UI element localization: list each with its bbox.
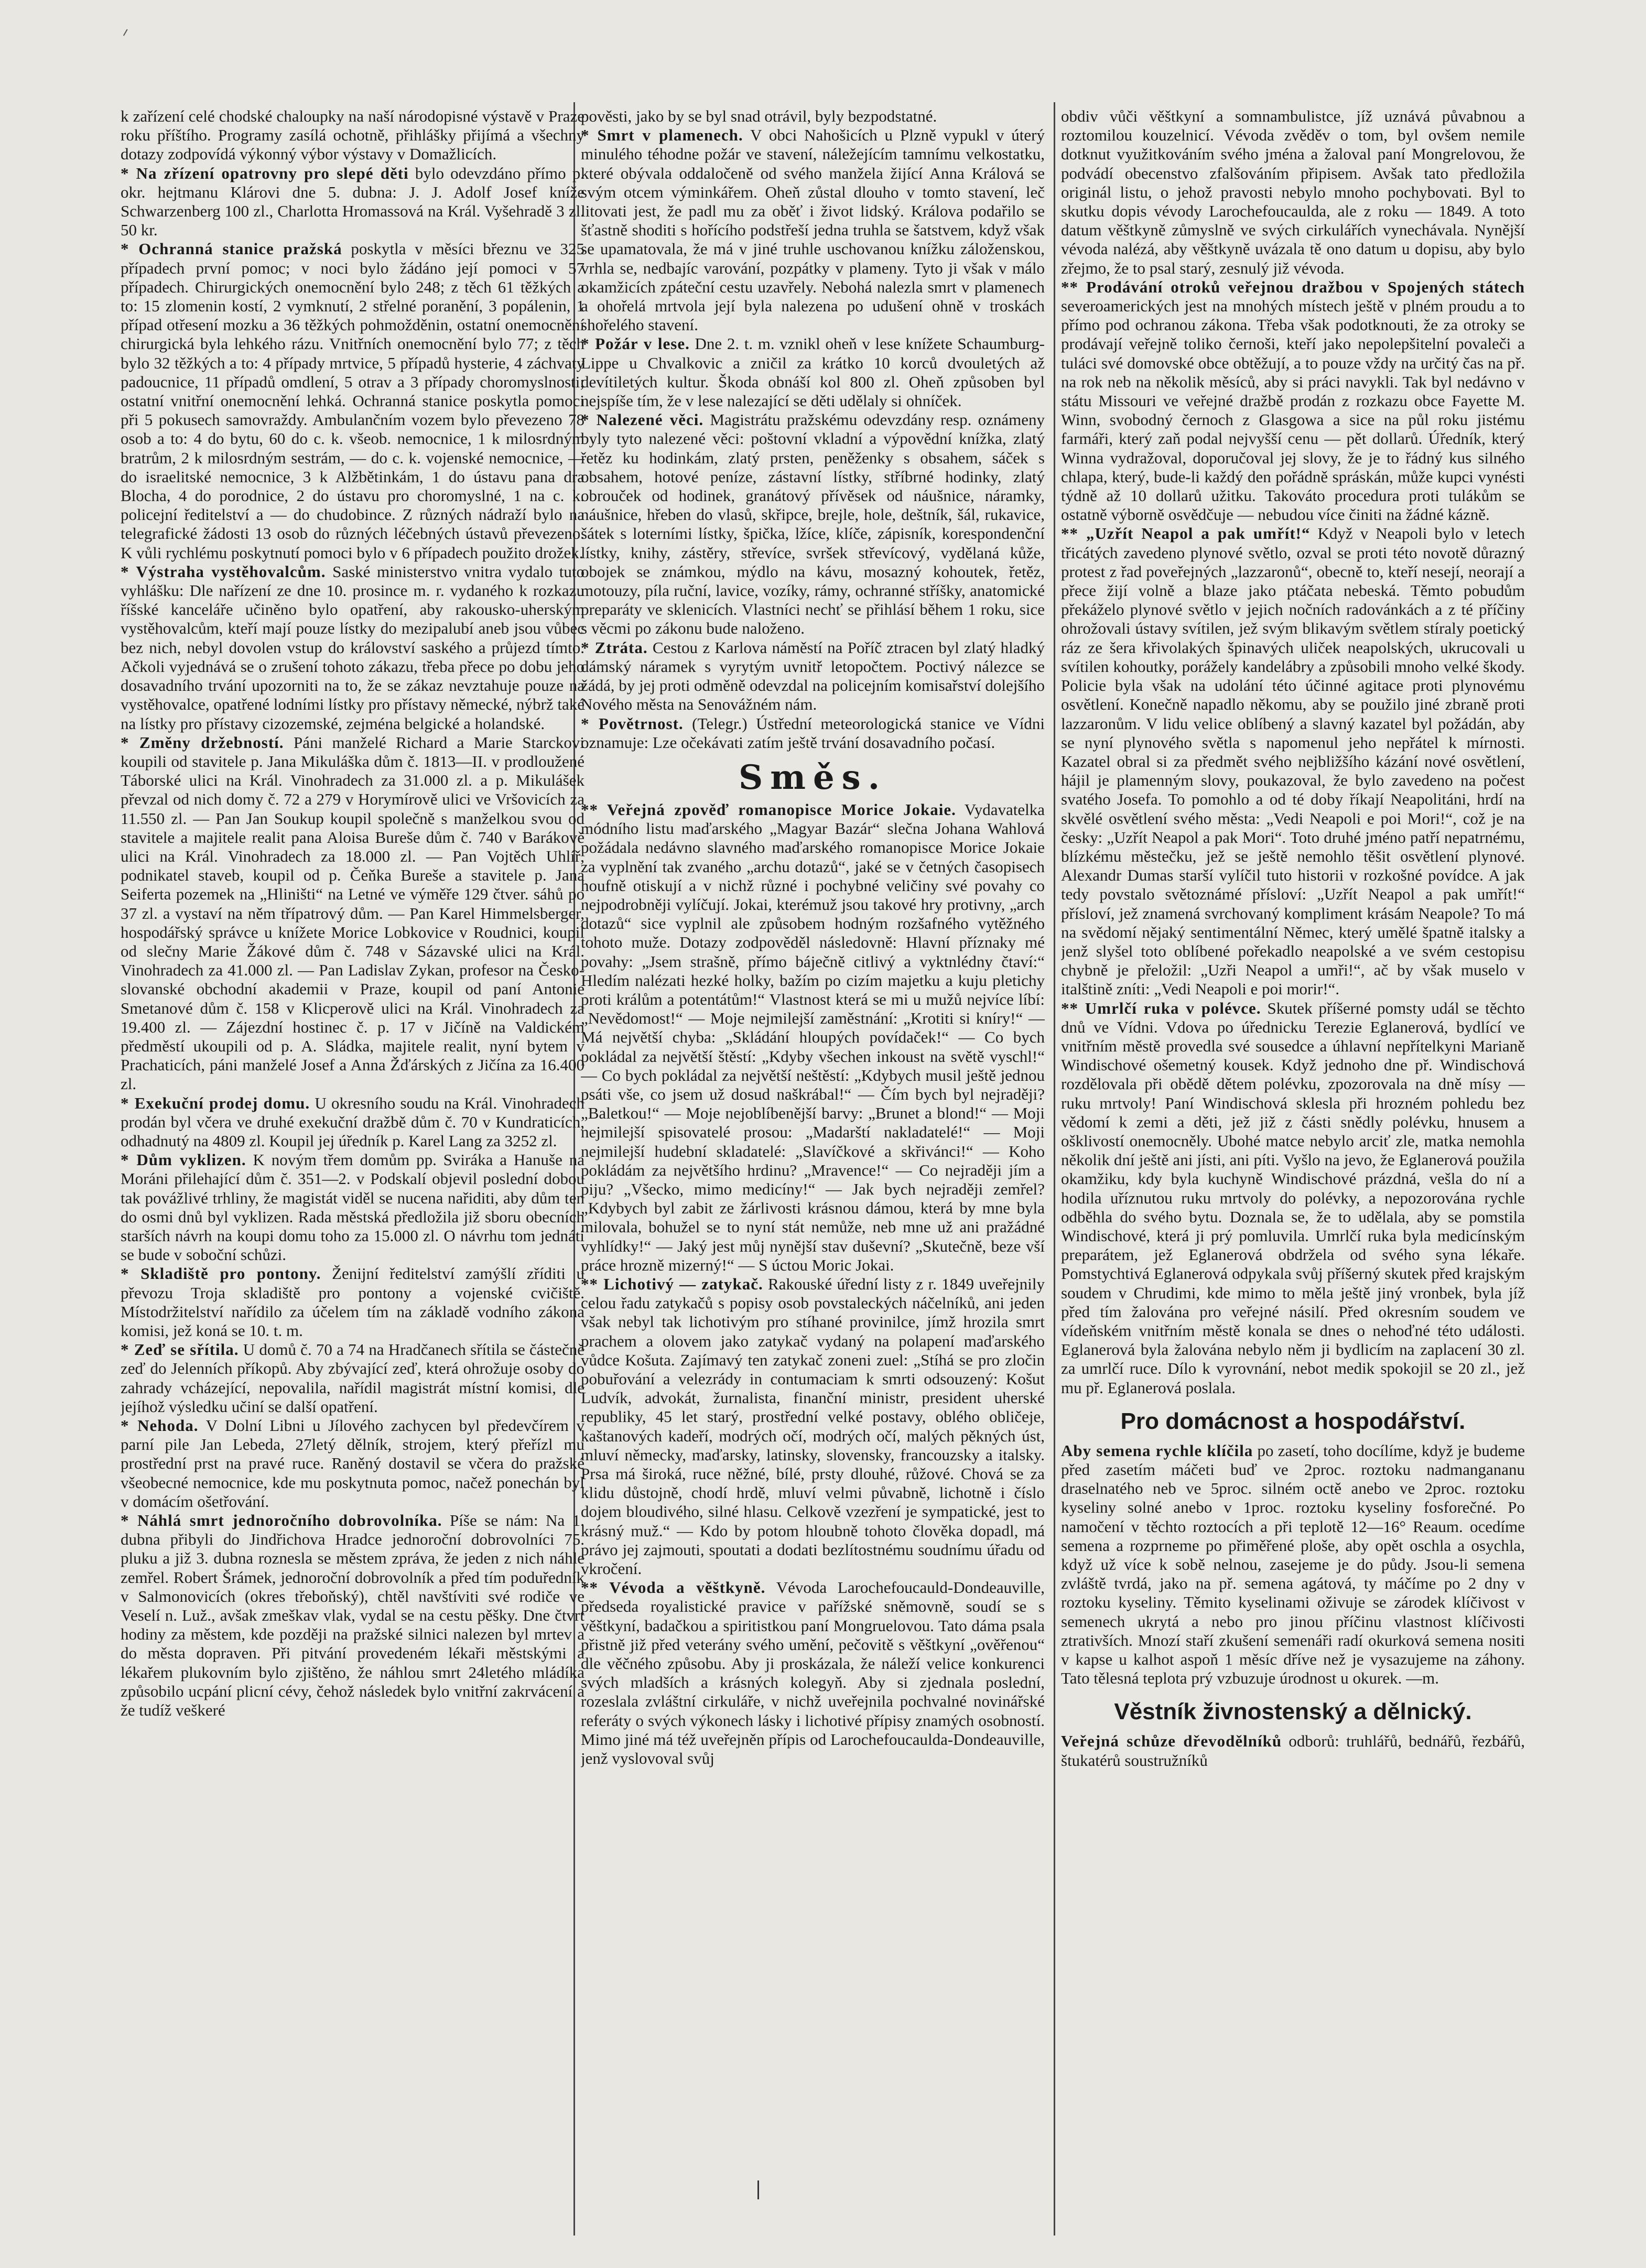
article-headline: * Smrt v plamenech. <box>581 126 743 145</box>
column-1 <box>121 107 584 2235</box>
article-body: severoamerických jest na mnohých místech ještě v plném proudu a to přímo pod ochranou zákona. Třeba však podotknouti, že za otroky se prodávají veřejně toliko černoši, kteří jako nepolepšitelní povaleči a tuláci své domovské obce obtěžují, a to pouze vždy na určitý čas na př. na rok neb na několik měsíců, aby si práci navykli. Tak byl nedávno v státu Missouri ve veřejné dražbě prodán z rozkazu obce Fayette M. Winn, svobodný černoch z Glasgowa a sice na půl roku jistému farmáři, který zaň podal nejvyšší cenu — pět dollarů. Úředník, který Winna vydražoval, doporučoval jej slovy, že je to řádný kus silného chlapa, který, bude-li každý den pořádně spráskán, může kupci vynésti týdně až 10 dollarů užitku. Takováto procedura proti tulákům se ostatně výborně osvědčuje — nebudou více činiti na žádné kázně. <box>1061 297 1525 524</box>
column-3 <box>1061 107 1525 2235</box>
article-body: bylo odevzdáno přímo p. okr. hejtmanu Klárovi dne 5. dubna: J. J. Adolf Josef kníže Schwarzenberg 100 zl., Charlotta Hromassová na Král. Vyšehradě 3 zl. 50 kr. <box>121 164 584 240</box>
page-mark <box>757 2180 759 2199</box>
article-paragraph <box>121 240 584 562</box>
article-paragraph <box>581 1275 1045 1578</box>
article-paragraph <box>581 107 1045 126</box>
article-paragraph <box>581 410 1045 638</box>
article-body: poskytla v měsíci březnu ve 325 případech první pomoc; v noci bylo žádáno její pomoci v 57 případech. Chirurgických onemocnění bylo 248; z těch 61 těžkých a to: 15 zlomenin kostí, 2 vymknutí, 2 střelné poranění, 3 popálenin, 1 případ otřesení mozku a 36 těžkých pohmožděnin, ostatní onemocnění chirurgická byla lehkého rázu. Vnitřních onemocnění bylo 77; z těch bylo 32 těžkých a to: 4 případy mrtvice, 5 případů hysterie, 4 záchvaty padoucnice, 11 případů omdlení, 5 otrav a 3 případy choromyslnosti; ostatní vnitřní onemocnění lehká. Ochranná stanice poskytla pomoci při 5 pokusech samovraždy. Ambulančním vozem bylo převezeno 78 osob a to: 4 do bytu, 60 do c. k. všeob. nemocnice, 1 k milosrdným bratrům, 2 k milosrdným sestrám, — do c. k. vojenské nemocnice, — do israelitské nemocnice, 3 k Alžbětinkám, 1 do ústavu pana dra Blocha, 4 do porodnice, 2 do ústavu pro choromyslné, 1 na c. k. policejní ředitelství a — do chudobince. Z různých nádraží bylo na telegrafické žádosti 13 osob do různých léčebných ústavů převezeno. K vůli rychlému poskytnutí pomoci bylo v 6 případech použito drožek. <box>121 240 584 562</box>
article-paragraph <box>121 562 584 733</box>
article-paragraph <box>1061 999 1525 1397</box>
article-body: Rakouské úřední listy z r. 1849 uveřejnily celou řadu zatykačů s popisy osob povstaleckých náčelníků, ani jeden však nebyl tak lichotivým pro stíhané provinilce, jímž hrozila smrt prachem a olovem jako zatykač vydaný na polapení maďarského vůdce Košuta. Zajímavý ten zatykač zoneni zuel: „Stíhá se pro zločin pobuřování a velezrády in contumaciam k smrti odsouzený: Košut Ludvík, advokát, žurnalista, finanční ministr, president uherské republiky, 45 let starý, prostřední velké postavy, oblého obličeje, kaštanových kadeří, modrých očí, modrých očí, malých pěkných úst, mluví německy, maďarsky, latinsky, slovensky, francouzsky a italsky. Prsa má široká, ruce něžné, bílé, prsty dlouhé, růžové. Chová se za klidu důstojně, chodí hrdě, mluví velmi půvabně, lichotně i číslo dojem bloudivého, silné hlasu. Celkově vzezření je sympatické, jest to krásný muž.“ — Kdo by potom hloubně tohoto člověka dopadl, má právo jej zajmouti, spoutati a dodati bezlítostnému soudnímu úřadu od vkročení. <box>581 1274 1045 1578</box>
article-body: Skutek příšerné pomsty udál se těchto dnů ve Vídni. Vdova po úřednicku Terezie Eglanerová, bydlící ve vnitřním městě provedla své sousedce a úhlavní nepřítelkyni Marianě Windischové ošemetný kousek. Když jednoho dne př. Windischová rozdělovala při obědě dětem polévku, zpozorovala na dně mísy — ruku mrtvoly! Paní Windischová skleslа při hrozném pohledu bez vědomí k zemi a děti, jež již z části snědly polévku, hnusem a ošklivostí onemocněly. Ubohé matce nebylo arciť zle, matka nemohla několik dní ještě ani jísti, ani píti. Vyšlo na jevo, že Eglanerová použila okamžiku, kdy byla kuchyně Windischové prázdná, vešla do ní a hodila uříznutou ruku mrtvoly do polévky, a nepozorována rychle odběhla do svého bytu. Doznala se, že to udělala, aby se pomstila Windischové, která ji prý pomluvila. Umrlčí ruka byla medicínským preparátem, jež Eglanerová obdržela od svého syna lékaře. Pomstychtivá Eglanerová odpykala svůj příšerný skutek před krajským soudem v Chrudimi, kde mimo to měla ještě jiný vronbek, byla jíž před tím žalována pro veřejné násilí. Před okresním soudem ve vídeňském vnitřním městě konala se dnes o nehoďné této události. Eglanerová byla žalována nebylo něm ji bydlicím na zaplacení 30 zl. za umrlčí ruce. Dílo k vyrovnání, nebot medik spokojil se 20 zl., jež mu př. Eglanerová poslala. <box>1061 999 1525 1397</box>
article-headline: ** Veřejná zpověď romanopisce Morice Jokaie. <box>581 800 956 819</box>
article-headline: * Zeď se sřítila. <box>121 1340 239 1359</box>
article-body: V obci Nahošicích u Plzně vypukl v úterý minulého téhodne požár ve stavení, náležejícím tamnímu velkostatku, které obývala oddaločeně od svého manžela žijící Anna Králová se svým otcem výminkářem. Oheň zůstal dlouho v tomto stavení, leč litovati jest, že padl mu za oběť i život lidský. Králova podařilo se šťastně shoditi s hořícího podstřeší jedna truhla se šatstvem, když však se upamatovala, že má v jiné truhle uschovanou knížku záloženskou, vrhla se, nedbajíc varování, pozpátky v plameny. Tyto ji však v málo okamžicích zpáteční cestu uzavřely. Nebohá nalezla smrt v plamenech a ohořelá mrtvola její byla nalezena po udušení ohně v troskách shořelého stavení. <box>581 126 1045 334</box>
section-heading: Věstník živnostenský a dělnický. <box>1114 1699 1472 1725</box>
article-body: po zasetí, toho docílíme, když je budeme před zasetím máčeti buď ve 2proc. roztoku nadmangananu draselnatého neb ve 5proc. silném octě anebo ve 2proc. roztoku kyseliny solné anebo v 1proc. roztoku kyseliny fosforečné. Po namočení v těchto roztocích a při teplotě 12—16° Reaum. ocedíme semena a rozprneme po přiměřené ploše, aby opět oschla a osychla, když už více k sobě nelnou, zasejeme je do půdy. Jsou-li semena zvláště tvrdá, jako na př. semena agátová, ty máčíme po 2 dny v roztoku kyseliny. Těmito kyselinami oživuje se zárodek klíčivost v semenech ukrytá a nebo pro jinou příčinu vlastnost klíčivosti ztrativších. Mnozí staří zkušení semenáři radí okurková semena nositi v kapse u kalhot aspoň 1 měsíc dříve než je vysazujeme na záhony. Tato tělesná teplota prý vzbuzuje úrodnost u okurek. —m. <box>1061 1441 1525 1688</box>
column-2 <box>581 107 1045 2235</box>
article-headline: * Skladiště pro pontony. <box>121 1264 321 1283</box>
article-body: Vydavatelka módního listu maďarského „Magyar Bazár“ slečna Johana Wahlová požádala nedávno slavného maďarského romanopisce Morice Jokaie za vyplnění tak zvaného „archu dotazů“, jaké se v četných časopisech houfně otiskují a v nichž různé i pochybné veličiny své povahy co nejpodrobněji vylíčují. Jokai, kterémuž jsou takové hry protivny, „arch dotazů“ sice vyplnil ale způsobem hodným rozšafného vytěžného tohoto muže. Dotazy zodpověděl následovně: Hlavní příznaky mé povahy: „Jsem strašně, přímo báječně citlivý a vyktnlédny čtaví:“ Hledím nalézati hezké holky, bažím po cizím majetku a kuju pletichy proti králům a potentátům!“ Vlastnost která se mi u mužů nejvíce líbí: „Nevědomost!“ — Moje nejmilejší zaměstnání: „Krotiti si kníry!“ — Má největší chyba: „Skládání hloupých povídaček!“ — Co bych pokládal za největší štěstí: „Kdyby všechen inkoust na světě vyschl!“ — Co bych pokládal za největší neštěstí: „Kdybych musil ještě jednou psáti vše, co jsem už dosud naškrábal!“ — Čím bych byl nejraději? „Baletkou!“ — Moje nejoblíbenější barvy: „Brunet a blond!“ — Moji nejmilejší spisovatelé prosou: „Madarští nakladatelé!“ — Moji nejmilejší hudební skladatelé: „Slavíčkové a skřivánci!“ — Koho pokládám za největšího hrdinu? „Mravence!“ — Co nejraději jím a piju? „Všecko, mimo medicíny!“ — Jak bych nejraději zemřel? „Kdybych byl zabit ze žárlivosti krásnou dámou, která by mne byla milovala, bohužel se to nyní stát nemůže, neb mne už ani pražádné vyhlídky!“ — Jaký jest můj nynější stav duševní? „Skutečně, beze vší práce hrozně mizerný!“ — S úctou Moric Jokai. <box>581 800 1045 1274</box>
article-headline: * Na zřízení opatrovny pro slepé děti <box>121 164 409 182</box>
article-paragraph <box>121 107 584 164</box>
article-paragraph <box>1061 1732 1525 1770</box>
article-headline: * Nalezené věci. <box>581 410 704 429</box>
article-paragraph <box>121 164 584 240</box>
article-headline: * Nehoda. <box>121 1416 199 1435</box>
article-headline: Aby semena rychle klíčila <box>1061 1441 1253 1460</box>
article-body: Cestou z Karlova náměstí na Poříč ztracen byl zlatý hladký dámský náramek s vyrytým uvnitř letopočtem. Poctivý nálezce se žádá, by jej proti odměně odevzdal na policejním komisařství dolejšího Nového města na Senovážném nám. <box>581 638 1045 714</box>
section-heading: Pro domácnost a hospodářství. <box>1120 1408 1466 1434</box>
article-paragraph <box>121 1151 584 1264</box>
article-paragraph <box>121 733 584 1094</box>
article-paragraph <box>581 1578 1045 1768</box>
article-headline: * Exekuční prodej domu. <box>121 1093 310 1112</box>
article-paragraph <box>1061 1441 1525 1688</box>
article-paragraph <box>121 1416 584 1511</box>
article-headline: * Ochranná stanice pražská <box>121 240 342 258</box>
article-headline: * Změny držebností. <box>121 733 284 752</box>
column-rule <box>1054 102 1055 2236</box>
article-paragraph <box>121 1340 584 1416</box>
article-body: obdiv vůči věštkyní a somnambulistce, jíž uznává půvabnou a roztomilou kouzelnicí. Vévoda zvěděv o tom, byl ovšem nemile dotknut využitkováním svého jména a žaloval paní Mongrelovou, že podvádí obecenstvo zfalšováním připisem. Avšak tato předložila originál listu, o jehož pravosti nebylo mnoho pochybovati. Byl to skutku dopis vévody Larochefoucaulda, ale z roku — 1849. A toto datum věštkyně zůmyslně ve svých cirkulářích vynechávala. Nynější vévoda nalézá, aby věštkyně uvázala tě ono datum u dopisu, aby bylo zřejmo, že to psal starý, zesnulý již vévoda. <box>1061 107 1525 277</box>
article-paragraph <box>121 1094 584 1151</box>
article-headline: ** Prodávání otroků veřejnou dražbou v Spojených státech <box>1061 277 1525 296</box>
article-headline: * Náhlá smrt jednoročního dobrovolníka. <box>121 1511 442 1530</box>
section-title: Směs. <box>739 757 887 797</box>
article-body: Píše se nám: Na 1. dubna přibyli do Jindřichova Hradce jednoroční dobrovolníci 75. pluku a již 3. dubna rozneslа se městem zpráva, že jeden z nich náhle zemřel. Robert Šrámek, jednoroční dobrovolník a před tím poduředník v Salmonovicích (okres třeboňský), chtěl navštíviti své rodiče ve Veselí n. Luž., avšak zmeškav vlak, vydal se na cestu pěšky. Dne čtvrt hodiny za městem, kde později na pražské silnici nalezen byl mrtev a do města dopraven. Při pitvání provedeném lékaři městskými a lékařem plukovním bylo zjištěno, že náhlou smrt 24letého mládíka způsobilo ucpání plicní cévy, čehož následek bylo vnitřní zakrvácení a že tudíž veškeré <box>121 1511 584 1720</box>
pencil-mark <box>123 29 129 37</box>
article-body: (Telegr.) Ústřední meteorologická stanice ve Vídni oznamuje: Lze očekávati zatím ještě trvání dosavadního počasí. <box>581 714 1045 752</box>
article-body: Dne 2. t. m. vznikl oheň v lese knížete Schaumburg-Lippe u Chvalkovic a zničil za krátko 10 korců dvouletých až devítiletých kultur. Škoda obnáší kol 800 zl. Oheň způsoben byl nejspíše tím, že v lese nalezající se děti udělaly si ohníček. <box>581 334 1045 410</box>
article-body: Magistrátu pražskému odevzdány resp. oznámeny byly tyto nalezené věci: poštovní vkladní a výpovědní knížka, zlatý řetěz ku hodinkám, zlatý prsten, peněženky s obsahem, sáček s obsahem, hotové peníze, zástavní lístky, stříbrné hodinky, zlatý obrouček od hodinek, granátový přívěsek od náušnice, náramky, náušnice, hřeben do vlasů, skřipce, brejle, hole, deštník, šál, rukavice, šátek s loterními lístky, špička, lžíce, klíče, zápisník, korespondenční lístky, knihy, zástěry, střevíce, svršek střevícový, vydělaná kůže, obojek se známkou, mýdlo na kávu, mosazný kohoutek, řetěz, motouzy, píla ruční, lavice, vozíky, rámy, ochranné stříšky, anatomické preparáty ve sklenicích. Vlastníci nechť se přihlásí během 1 roku, sice s věcmi po zákonu bude naloženo. <box>581 410 1045 638</box>
article-body: Vévoda Larochefoucauld-Dondeauville, předseda royalistické pravice v pařížské sněmovně, soudí se s věštkyní, badačkou a spiritistkou paní Mongruelovou. Tato dáma psala přistně již před veterány svého umění, pečovitě s věštkyní „ověřenou“ dle věčného způsobu. Aby ji proskázala, že náleží velice konkurenci svých mladších a krásných kolegyň. Aby si zjednala poslední, rozeslala zvláštní cirkuláře, v nichž uveřejnila pochvalné novinářské referáty o svých výkonech lásky i lichotivé přípisy znamých osobností. Mimo jiné má též uveřejněn přípis od Larochefoucaulda-Dondeauville, jenž vyslovoval svůj <box>581 1578 1045 1768</box>
article-body: odborů: truhlářů, bednářů, řezbářů, štukatérů soustružníků <box>1061 1732 1525 1770</box>
article-paragraph <box>581 800 1045 1275</box>
article-paragraph <box>581 638 1045 714</box>
article-body: U okresního soudu na Král. Vinohradech prodán byl včera ve druhé exekuční dražbě dům č. 70 v Kundraticích, odhadnutý na 4809 zl. Koupil jej úředník p. Karel Lang za 3252 zl. <box>121 1093 584 1150</box>
article-paragraph <box>581 126 1045 334</box>
article-body: K novým třem domům pp. Sviráka a Hanuše na Moráni přilehající dům č. 351—2. v Podskalí objevil poslední dobou tak povážlivé trhliny, že magistát viděl se nucena nařiditi, aby dům ten do osmi dnů byl vyklizen. Rada městská předložila již sboru obecních starších návrh na koupi domu toho za 15.000 zl. O návrhu tom jednáti se bude v soboční schůzi. <box>121 1151 584 1264</box>
article-headline: ** Umrlčí ruka v polévce. <box>1061 999 1261 1017</box>
article-body: V Dolní Libni u Jílového zachycen byl předevčírem v parní pile Jan Lebeda, 27letý dělník, strojem, který přeřízl mu prostřední prst na pravé ruce. Raněný dostavil se včera do pražské všeobecné nemocnice, kde mu poskytnuta pomoc, načež ponechán byl v domácím ošetřování. <box>121 1416 584 1511</box>
article-headline: * Dům vyklizen. <box>121 1151 246 1169</box>
article-headline: * Povětrnost. <box>581 714 684 733</box>
article-paragraph <box>581 334 1045 410</box>
article-paragraph <box>1061 278 1525 525</box>
article-paragraph <box>581 714 1045 752</box>
article-body: Ženijní ředitelství zamýšlí zříditi u převozu Troja skladiště pro pontony a vojenské cvičiště. Místodržitelství nařídilo za účelem tím na základě vodního zákona komisi, jež koná se 10. t. m. <box>121 1264 584 1340</box>
article-paragraph <box>121 1511 584 1720</box>
article-headline: ** Lichotivý — zatykač. <box>581 1274 763 1293</box>
article-headline: ** „Uzřít Neapol a pak umřít!“ <box>1061 524 1311 543</box>
article-body: pověsti, jako by se byl snad otrávil, byly bezpodstatné. <box>581 107 937 125</box>
article-body: Když v Neapoli bylo v letech třicátých zavedeno plynové světlo, ozval se proti této novotě důrazný protest z řad poveřejných „lazzaronů“, obecně to, kteří nesejí, neorají a přece žijí volně a blaze jako ptáčata nebeská. Těmto pobudům překáželo plynové světlo v jejich nočních radovánkách a z té příčiny ohrožovali ústavy svítilen, jež svým blikavým světlem stíraly poetický ráz ze šera křivolakých špinavých uliček neapolských, ukrucovali u svítilen kohoutky, porážely kandelábry a způsobili mnoho velké škody. Policie byla však na udolání této účinné agitace proti plynovému osvětlení. Konečně napadlo někomu, aby se použilo jiné zbraně proti lazzaronům. V lidu velice oblíbený a slavný kazatel byl požádán, aby se nyní plynového světla s napomenul jeho nepřátel k mírnosti. Kazatel obral si za předmět svého nejbližšího kázání nové osvětlení, hájil je plamenným slovy, poukazoval, že bylo zavedeno na počest svatého Josefa. To pomohlo a od té doby říkají Neapolitáni, hrdí na skvělé osvětlení svého města: „Vedi Neapoli e poi Mori!“, což je na česky: „Uzřít Neapol a pak Mori“. Toto druhé jméno patří nepatrnému, blízkému městečku, jež se ještě nemohlo těšit osvětlení plynové. Alexandr Dumas starší vylíčil tuto historii v rozkošné povídce. A jak tedy povstalo světoznámé přísloví: „Uzřít Neapol a pak umřít!“ přísloví, jež znamená svrchovaný kompliment krásám Neapole? To má na svědomí nějaký sentimentální Němec, který umělé špatně italsky a jenž slyšel toto oblíbené pořekadlo neapolské a ve svém cestopisu chybně je přeložil: „Uzři Neapol a umři!“, ač by však muselo v italštině zníti: „Vedi Neapoli e poi morir!“. <box>1061 524 1525 999</box>
article-headline: * Požár v lese. <box>581 334 690 353</box>
article-headline: * Ztráta. <box>581 638 648 657</box>
article-headline: Veřejná schůze dřevodělníků <box>1061 1732 1282 1751</box>
article-headline: * Výstraha vystěhovalcům. <box>121 562 326 581</box>
article-paragraph <box>1061 107 1525 278</box>
article-body: U domů č. 70 a 74 na Hradčanech sřítila se částečně zeď do Jelenních příkopů. Aby zbývající zeď, která ohrožuje osoby do zahrady vcházející, nepovalila, nařídil magistrát místní komisi, dle jejíhož výsledku učiní se další opatření. <box>121 1340 584 1416</box>
article-body: Saské ministerstvo vnitra vydalo tuto vyhlášku: Dle nařízení ze dne 10. prosince m. r. vydaného k rozkazu říšské kanceláře učiněno bylo opatření, aby rakousko-uherským vystěhovalcům, kteří mají pouze lístky do mezipalubí aneb jsou vůbec bez nich, nebyl dovolen vstup do království saského a průjezd tímto. Ačkoli vyjednává se o zrušení tohoto zákazu, třeba přece po dobu jeho dosavadního trvání upozorniti na to, že se zákaz nevztahuje pouze na vystěhovalce, opatřené lodními lístky pro přístavy německé, nýbrž také na lístky pro přístavy cizozemské, zejména belgické a holandské. <box>121 562 584 733</box>
article-headline: ** Vévoda a věštkyně. <box>581 1578 766 1597</box>
article-paragraph <box>121 1264 584 1340</box>
article-body: k zařízení celé chodské chaloupky na naší národopisné výstavě v Praze roku příštího. Programy zasílá ochotně, přihlášky přijímá a všechny dotazy zodpovídá výkonný výbor výstavy v Domažlicích. <box>121 107 584 164</box>
article-body: Páni manželé Richard a Marie Starckovi koupili od stavitele p. Jana Mikuláška dům č. 1813—II. v prodloužené Táborské ulici na Král. Vinohradech za 31.000 zl. a p. Mikulášek převzal od nich domy č. 72 a 279 v Horymírově ulici ve Vršovicích za 11.550 zl. — Pan Jan Soukup koupil společně s manželkou svou od stavitele a majitele realit pana Aloisa Bureše dům č. 740 v Barákově ulici na Král. Vinohradech za 18.000 zl. — Pan Vojtěch Uhlíř, podnikatel staveb, koupil od p. Čeňka Bureše a stavitele p. Jana Seiferta pozemek na „Hliništi“ na Letné ve výměře 129 čtver. sáhů po 37 zl. a vystaví na něm třípatrový dům. — Pan Karel Himmelsberger, hospodářský správce u knížete Morice Lobkovice v Roudnici, koupil od slečny Marie Žákové dům č. 748 v Sázavské ulici na Král. Vinohradech za 41.000 zl. — Pan Ladislav Zykan, profesor na Česko-slovanské obchodní akademii v Praze, koupil od paní Antonie Smetanové dům č. 158 v Klicperově ulici na Král. Vinohradech za 19.400 zl. — Zájezdní hostinec č. p. 17 v Jičíně na Valdickém předměstí ukoupili od p. A. Sládka, majitele realit, nyní bytem v Prachaticích, páni manželé Josef a Anna Žďárských z Jičína za 16.400 zl. <box>121 733 584 1093</box>
article-paragraph <box>1061 524 1525 999</box>
